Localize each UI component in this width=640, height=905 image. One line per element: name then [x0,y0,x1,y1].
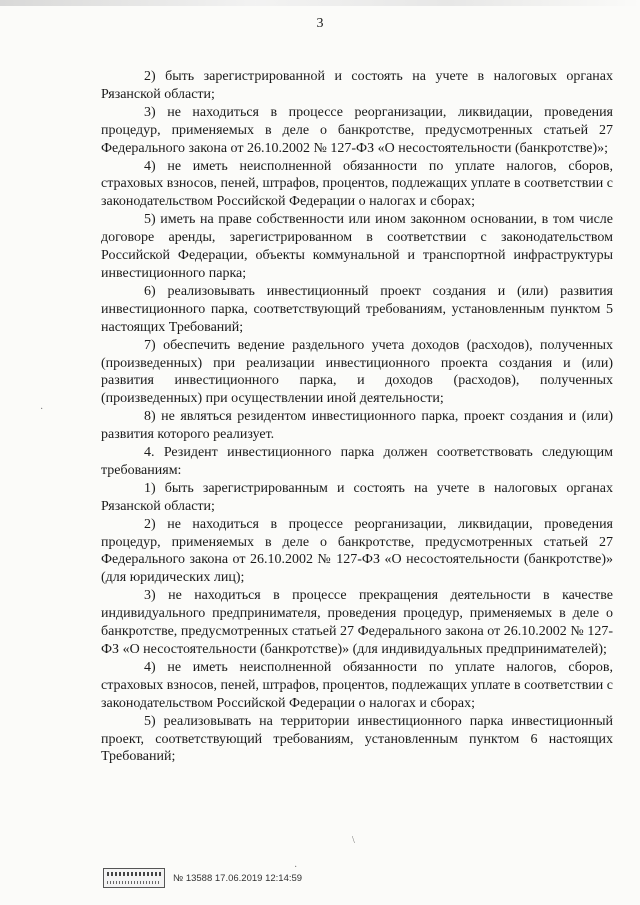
paragraph: 4) не иметь неисполненной обязанности по уплате налогов, сборов, страховых взносов, пеней, штрафов, процентов, подлежащих уплате в соответствии с законодательством Российской Федерации о налогах и сборах; [101,158,613,210]
section-heading: 4. Резидент инвестиционного парка должен соответствовать следующим требованиям: [101,445,613,478]
paragraph: 6) реализовывать инвестиционный проект создания и (или) развития инвестиционного парка, соответствующий требованиям, установленным пунктом 5 настоящих Требований; [101,283,613,335]
scan-speck: · [294,862,298,873]
paragraph: 3) не находиться в процессе реорганизации, ликвидации, проведения процедур, применяемых в деле о банкротстве, предусмотренных статьей 27 Федерального закона от 26.10.2002 № 127-ФЗ «О несостоятельности (банкротстве)»; [101,104,613,156]
paragraph: 2) не находиться в процессе реорганизации, ликвидации, проведения процедур, применяемых в деле о банкротстве, предусмотренных статьей 27 Федерального закона от 26.10.2002 № 127-ФЗ «О несостоятельности (банкротстве)» (для юридических лиц); [101,516,613,586]
paragraph: 2) быть зарегистрированной и состоять на учете в налоговых органах Рязанской области; [101,69,613,102]
paragraph: 7) обеспечить ведение раздельного учета доходов (расходов), полученных (произведенных) при реализации инвестиционного проекта создания и (или) развития инвестиционного парка, и доходов (расходов), полученных (произведенных) при осуществлении иной деятельности; [101,337,613,407]
scan-edge [0,0,640,6]
paragraph: 8) не являться резидентом инвестиционного парка, проект создания и (или) развития которого реализует. [101,409,613,443]
paragraph: 5) иметь на праве собственности или ином законном основании, в том числе договоре аренды, зарегистрированном в соответствии с законодательством Российской Федерации, объекты коммунальной и транспортной инфраструктуры инвестиционного парка; [101,212,613,281]
registration-footer [103,868,302,888]
paragraph: 5) реализовывать на территории инвестиционного парка инвестиционный проект, соответствующий требованиям, установленным пунктом 6 настоящих Требований; [101,713,613,765]
paragraph: 3) не находиться в процессе прекращения деятельности в качестве индивидуального предпринимателя, проведения процедур, применяемых в деле о банкротстве, предусмотренных статьей 27 Федерального закона от 26.10.2002 № 127-ФЗ «О несостоятельности (банкротстве)» (для индивидуальных предпринимателей); [101,588,613,657]
page-number: 3 [316,16,324,31]
scan-speck: · [40,404,44,415]
scan-speck: \ [352,835,355,846]
document-body [101,68,613,766]
paragraph: 4) не иметь неисполненной обязанности по уплате налогов, сборов, страховых взносов, пеней, штрафов, процентов, подлежащих уплате в соответствии с законодательством Российской Федерации о налогах и сборах; [101,659,613,711]
registration-stamp-text: № 13588 17.06.2019 12:14:59 [173,872,303,884]
paragraph: 1) быть зарегистрированным и состоять на учете в налоговых органах Рязанской области; [101,480,613,514]
registry-stamp-icon [103,868,165,888]
